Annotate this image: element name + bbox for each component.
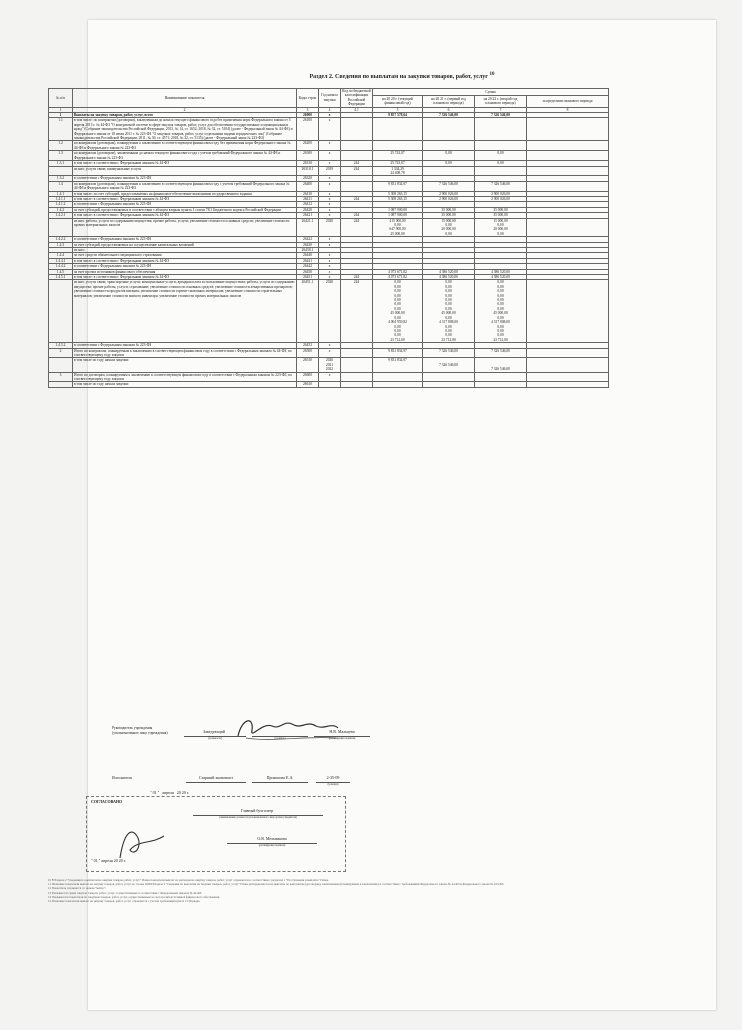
footnote: 10 В Разделе 2 "Сведения по выплатам на закупки товаров, работ, услуг" Плана показатели выплат по расходам на закупку товаров, работ, услуг отражаются в соответствии с разделом 1 "Поступления и выплаты" Плана. [48,878,330,882]
cell-num: 1.4.1.2 [49,202,73,207]
header-name: Наименование показателя [73,89,297,108]
cell-year: х [319,264,341,269]
cell-year: х [319,343,341,348]
agreed-position: Главный бухгалтер [240,808,274,813]
cell-name: за счет субсидий, предоставляемых в соответствии с абзацем вторым пункта 1 статьи 78.1 Бюджетного кодекса Российской Федерации [73,207,297,212]
table-row [49,358,609,372]
cell-year: х [319,161,341,166]
table-row [49,141,609,151]
cell-v3: 7 326 546,00 [475,348,527,358]
agreed-name: О.В. Мельникова [257,836,287,841]
head-name: Н.В. Мальцева [329,729,355,734]
cell-num: 1.4.2 [49,207,73,212]
cell-year: х [319,253,341,258]
cell-kbk [341,348,373,358]
cell-v2: 4 386 520,00 [423,275,475,280]
sign-date-year: 20 20 г. [176,790,189,795]
cell-code: 26442 [297,264,319,269]
cell-v3: 35 000,00 [475,213,527,218]
head-label: Руководитель учреждения (уполномоченное лицо учреждения) [112,726,168,735]
cell-v2: 0,00 0,00 0,00 0,00 0,00 0,00 0,00 45 000,00 0,00 4 317 808,00 0,00 0,00 0,00 23 712,00 [423,280,475,343]
cell-v4 [527,141,609,151]
cell-v1: 0,00 0,00 0,00 0,00 0,00 0,00 0,00 45 000,00 0,00 4 004 959,82 0,00 0,00 0,00 23 712,00 [373,280,423,343]
cell-v1: 4 073 671,82 [373,275,423,280]
cell-name: из них: работы, услуги по содержанию имущества; прочие работы, услуги; увеличение стоимости основных средств; увеличение стоимости прочих материальных запасов [73,218,297,237]
cell-num: 1.4.4.1 [49,258,73,263]
cell-v2: 7 326 546,00 [423,113,475,118]
section-title [88,72,716,80]
cell-year: х [319,202,341,207]
cell-num: 1.1 [49,118,73,141]
cell-v1: 415 000,00 0,00 647 900,00 25 000,00 [373,218,423,237]
cell-name: по контрактам (договорам), заключенным до начала текущего финансового года с учетом требований Федерального закона № 44-ФЗ и Федерального закона № 223-ФЗ [73,151,297,161]
cell-year: х [319,213,341,218]
cell-name: из них: услуги связи; транспортные услуги; коммунальные услуги; арендная плата за пользование имуществом; работы, услуги по содержанию имущества; прочие работы, услуги; страхование; увеличение стоимости основных средств; увеличение стоимости лекарственных препаратов; увеличение стоимости продуктов питания; увеличение стоимости горюче-смазочных материалов; увеличение стоимости строительных материалов; увеличение стоимости мягкого инвентаря; увеличение стоимости прочих материальных запасов [73,280,297,343]
table-row [49,218,609,237]
cell-code: 26440 [297,253,319,258]
cell-code: 26422 [297,237,319,242]
cell-v3 [475,118,527,141]
cell-kbk [341,141,373,151]
cell-kbk: 244 [341,196,373,201]
footnote: 15 Плановые показатели выплат на закупку товаров, работ, услуг отражаются с учетом требований пункта 13 Порядка. [48,899,201,904]
cell-kbk: 244 [341,275,373,280]
exec-label: Исполнитель [112,776,133,780]
footnote: 12 Показатель отражается со знаком "минус". [48,886,107,891]
cell-year: х [319,151,341,161]
cell-v1: 9 857 578,64 [373,113,423,118]
cell-v1: 4 073 671,82 [373,269,423,274]
agreed-date: " 01 " апреля 20 20 г. [91,858,126,863]
exec-phone: 2-35-09 [326,775,340,780]
cell-name: Итого по контрактам, планируемым к заключению в соответствующем финансовом году в соответствии с Федеральным законом № 44-ФЗ, по соответствующему году закупки [73,348,297,358]
cell-v4 [527,166,609,176]
cell-v1: 9 831 834,97 [373,181,423,191]
cell-v1: 9 831 834,97 [373,358,423,372]
cell-code: 26320 [297,176,319,181]
cell-name: за счет средств обязательного медицинского страхования [73,253,297,258]
cell-v3: 7 326 546,00 [475,181,527,191]
column-number: 7 [475,107,527,112]
column-number: 2 [73,107,297,112]
table-row [49,348,609,358]
head-position: Заведующий [203,729,225,734]
cell-v3: 4 386 520,00 [475,275,527,280]
column-number: 4.1 [341,107,373,112]
cell-v4 [527,151,609,161]
table-row [49,118,609,141]
cell-num [49,166,73,176]
cell-num: 1.4.5.1 [49,275,73,280]
cell-num: 1.4.5 [49,269,73,274]
cell-v3 [475,382,527,387]
cell-code: 26610 [297,382,319,387]
table-row [49,166,609,176]
cell-kbk [341,372,373,382]
header-num: № п/п [49,89,73,108]
cell-code: 26100 [297,118,319,141]
exec-position: Старший экономист [198,775,234,780]
footnote: 13 Указывается сумма закупок товаров, работ, услуг, осуществляемых в соответствии с Федеральным законом № 44-ФЗ. [48,890,202,895]
cell-code: 26300 [297,151,319,161]
header-year: Год начала закупки [319,89,341,108]
cell-num [49,358,73,372]
cell-v1 [373,141,423,151]
column-number: 4 [319,107,341,112]
cell-code: 26430 [297,242,319,247]
cell-year: х [319,141,341,151]
table-row [49,372,609,382]
cell-num [49,280,73,343]
cell-v3: 2 900 026,00 [475,196,527,201]
cell-v3: 15 000,00 0,00 20 000,00 0,00 [475,218,527,237]
cell-num: 1.3 [49,151,73,161]
cell-num: 1.2 [49,141,73,151]
cell-v2 [423,372,475,382]
cell-v4 [527,181,609,191]
cell-num: 1.4 [49,181,73,191]
sign-date-month: апреля [162,790,174,795]
table-row [49,151,609,161]
header-y4: за пределами планового периода [527,95,609,107]
agreed-label: СОГЛАСОВАНО [91,799,123,804]
cell-num: 3 [49,372,73,382]
cell-year: х [319,113,341,118]
cell-v2: 0,00 [423,151,475,161]
cell-name: в соответствии с Федеральным законом № 223-ФЗ [73,264,297,269]
cell-code: 26310 [297,161,319,166]
cell-year: х [319,176,341,181]
cell-code: 26420 [297,207,319,212]
cell-name: за счет прочих источников финансового обеспечения [73,269,297,274]
cell-v1: 5 308 263,15 [373,191,423,196]
cell-v2: 2 900 026,00 [423,196,475,201]
cell-code: 26421 [297,213,319,218]
cell-v3: 4 386 520,00 [475,269,527,274]
footnote: 14 Указываются показатели по закупкам товаров, работ, услуг, осуществляемым за счет прочих источников финансового обеспечения. [48,894,220,899]
cell-code: 26451 [297,275,319,280]
cell-v2: 7 326 546,00 [423,181,475,191]
header-code: Коды строк [297,89,319,108]
cell-v3: 0,00 0,00 0,00 0,00 0,00 0,00 0,00 45 000,00 0,00 4 317 808,00 0,00 0,00 0,00 23 712,00 [475,280,527,343]
cell-code: 26410 [297,191,319,196]
cell-code: 26421.1 [297,218,319,237]
cell-v2 [423,141,475,151]
cell-year: х [319,348,341,358]
cell-num: 1.3.1 [49,161,73,166]
cell-v1: 5 308 263,15 [373,196,423,201]
cell-code: 26451.1 [297,280,319,343]
head-signature-icon [232,712,342,746]
header-y1: на 20 20 г. (текущий финансовый год) [373,95,423,107]
cell-name: в том числе: в соответствии с Федеральным законом № 44-ФЗ [73,258,297,263]
cell-v2 [423,382,475,387]
cell-v2: 35 000,00 [423,213,475,218]
footnote: 11 Плановые показатели выплат на закупку товаров, работ, услуг по строке 26000 Раздела 2 "Сведения по выплатам на закупки товаров, работ, услуг" Плана распределяются на выплаты по контрактам (договорам), заключенным (планируемым к заключению) в соответствии с требованиями Федерального закона № 44-ФЗ и Федерального закона № 223-ФЗ. [48,882,505,887]
cell-code: 26200 [297,141,319,151]
cell-v4 [527,348,609,358]
cell-num: 1.4.2.2 [49,237,73,242]
cell-year: х [319,181,341,191]
cell-num: 1.4.1.1 [49,196,73,201]
column-number: 3 [297,107,319,112]
cell-num: 1.4.5.2 [49,343,73,348]
cell-kbk: 244 [341,166,373,176]
cell-year: х [319,242,341,247]
cell-v4 [527,118,609,141]
cell-v3: 7 326 546,00 [475,358,527,372]
cell-name: Выплаты на закупку товаров, работ, услуг, всего [73,113,297,118]
cell-v3: 35 000,00 [475,207,527,212]
cell-code: 26452 [297,343,319,348]
head-sub-position: (должность) [208,737,222,740]
cell-name: в соответствии с Федеральным законом № 223-ФЗ [73,202,297,207]
cell-v1 [373,382,423,387]
cell-code: 26500 [297,348,319,358]
cell-v2 [423,166,475,176]
cell-year: х [319,237,341,242]
cell-v2: 4 386 520,00 [423,269,475,274]
cell-name: из них: [73,248,297,253]
cell-num [49,218,73,237]
exec-sub-phone: (телефон) [327,783,339,786]
cell-year [319,382,341,387]
cell-year: х [319,275,341,280]
cell-name: в соответствии с Федеральным законом № 223-ФЗ [73,343,297,348]
cell-v2: 0,00 [423,161,475,166]
head-sub-name: (расшифровка подписи) [328,737,356,740]
column-number: 6 [423,107,475,112]
cell-v1: 9 831 834,97 [373,348,423,358]
cell-name: в соответствии с Федеральным законом № 223-ФЗ [73,176,297,181]
cell-v3: 2 900 026,00 [475,191,527,196]
cell-v2: 35 000,00 [423,207,475,212]
cell-num [49,382,73,387]
section-title-note: 10 [489,72,495,77]
cell-v1: 1 087 900,00 [373,207,423,212]
cell-name: в том числе: за счет субсидий, предоставляемых на финансовое обеспечение выполнения государственного задания [73,191,297,196]
agreed-sub: (расшифровка подписи) [258,844,286,847]
cell-year: х [319,258,341,263]
section-title-text: Раздел 2. Сведения по выплатам на закупки товаров, работ, услуг [309,74,488,80]
cell-v2: 15 000,00 0,00 20 000,00 0,00 [423,218,475,237]
cell-kbk [341,181,373,191]
cell-name: по контрактам (договорам), планируемым к заключению в соответствующем финансовом году без применения норм Федерального закона № 44-ФЗ и Федерального закона № 223-ФЗ [73,141,297,151]
cell-v4 [527,218,609,237]
cell-kbk: 244 [341,213,373,218]
cell-name: в том числе: в соответствии с Федеральным законом № 44-ФЗ [73,161,297,166]
cell-v4 [527,372,609,382]
cell-v2 [423,118,475,141]
cell-year: 2019 [319,166,341,176]
header-y2: на 20 21 г. (первый год планового периода) [423,95,475,107]
cell-kbk [341,358,373,372]
agreed-signature-icon [112,822,172,864]
cell-name: из них: услуги связи; коммунальные услуги [73,166,297,176]
cell-code: 26430.1 [297,248,319,253]
cell-kbk [341,118,373,141]
cell-num: 1.4.4.2 [49,264,73,269]
cell-v2: 7 326 546,00 [423,348,475,358]
cell-num: 1.3.2 [49,176,73,181]
header-y3: на 20 22 г. (второй год планового периода) [475,95,527,107]
cell-num: 1.4.1 [49,191,73,196]
cell-name: по контрактам (договорам), планируемым к заключению в соответствующем финансовом году с учетом требований Федерального закона № 44-ФЗ и Федерального закона № 223-ФЗ [73,181,297,191]
cell-year: х [319,191,341,196]
cell-name: в том числе: в соответствии с Федеральным законом № 44-ФЗ [73,196,297,201]
sign-date [150,791,189,796]
header-kbk: Код по бюджетной классификации Российской Федерации [342,89,371,107]
cell-year: 2020 2021 2022 [319,358,341,372]
cell-kbk: 244 [341,280,373,343]
footnotes [48,878,608,903]
cell-name: в соответствии с Федеральным законом № 223-ФЗ [73,237,297,242]
cell-code: 26400 [297,181,319,191]
cell-v4 [527,280,609,343]
cell-name: в том числе по году начала закупки: [73,382,297,387]
table-header-row [49,89,609,96]
cell-num: 1 [49,113,73,118]
exec-name: Прокопова Е.А. [266,775,294,780]
cell-v1 [373,118,423,141]
cell-name: в том числе: в соответствии с Федеральным законом № 44-ФЗ [73,213,297,218]
cell-year: 2020 [319,280,341,343]
cell-year: х [319,269,341,274]
cell-v3: 7 326 546,00 [475,113,527,118]
cell-v4 [527,358,609,372]
cell-v3 [475,166,527,176]
cell-num: 1.4.2.1 [49,213,73,218]
column-number: 8 [527,107,609,112]
cell-year: 2020 [319,218,341,237]
cell-year: х [319,118,341,141]
cell-kbk [341,382,373,387]
column-number: 5 [373,107,423,112]
head-sub-signature: (подпись) [274,737,286,740]
cell-v1: 25 743,07 [373,161,423,166]
agreed-org: (наименование должности уполномоченного лица органа-учредителя) [219,816,297,819]
cell-name: в том числе по году начала закупки: [73,358,297,372]
table-row [49,181,609,191]
table-body [49,113,609,388]
cell-code: 26450 [297,269,319,274]
cell-code: 26412 [297,202,319,207]
cell-year: х [319,372,341,382]
sign-date-day: " 01 " [150,790,160,795]
payments-table [48,88,609,388]
column-number: 1 [49,107,73,112]
cell-num: 1.4.3 [49,242,73,247]
cell-v2: 2 900 026,00 [423,191,475,196]
cell-v1: 1 334,29 24 408,78 [373,166,423,176]
cell-v3: 0,00 [475,161,527,166]
table-row [49,382,609,387]
cell-code: 26600 [297,372,319,382]
cell-v2: 7 326 546,00 [423,358,475,372]
cell-year: х [319,207,341,212]
cell-num: 2 [49,348,73,358]
cell-code: 26510 [297,358,319,372]
cell-v3 [475,141,527,151]
cell-v1 [373,372,423,382]
cell-num: 1.4.4 [49,253,73,258]
cell-kbk [341,151,373,161]
cell-name: за счет субсидий, предоставляемых на осуществление капитальных вложений [73,242,297,247]
cell-code: 26411 [297,196,319,201]
cell-name: Итого по договорам, планируемым к заключению в соответствующем финансовом году в соответствии с Федеральным законом № 223-ФЗ, по соответствующему году закупки [73,372,297,382]
cell-code: 26310.1 [297,166,319,176]
table-row [49,280,609,343]
cell-code: 26441 [297,258,319,263]
cell-v3: 0,00 [475,151,527,161]
cell-v1: 1 087 900,00 [373,213,423,218]
cell-kbk: 244 [341,218,373,237]
cell-v3 [475,372,527,382]
cell-v1: 25 743,07 [373,151,423,161]
cell-v4 [527,382,609,387]
header-sums: Сумма [373,89,609,96]
cell-kbk: 244 [341,161,373,166]
cell-year: х [319,196,341,201]
cell-code: 26000 [297,113,319,118]
cell-name: в том числе: по контрактам (договорам), заключенным до начала текущего финансового года без применения норм Федерального закона от 5 апреля 2013 г. № 44-ФЗ "О контрактной системе в сфере закупок товаров, работ, услуг для обеспечения государственных и муниципальных нужд" (Собрание законодательства Российской Федерации, 2013, № 14, ст. 1652; 2018, № 32, ст. 5104) (далее - Федеральный закон № 44-ФЗ) и Федерального закона от 18 июля 2011 г. № 223-ФЗ "О закупках товаров, работ, услуг отдельными видами юридических лиц" (Собрание законодательства Российской Федерации, 2011, № 30, ст. 4571; 2018, № 32, ст. 5135) (далее - Федеральный закон № 223-ФЗ) [73,118,297,141]
cell-name: в том числе: в соответствии с Федеральным законом № 44-ФЗ [73,275,297,280]
